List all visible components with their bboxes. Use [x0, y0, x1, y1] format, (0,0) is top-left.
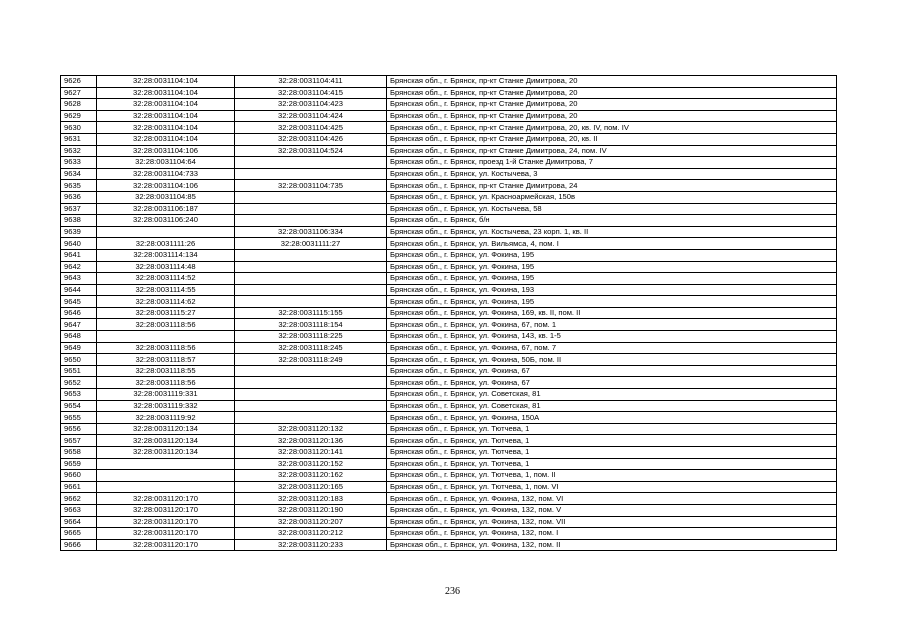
row-number-cell: 9627 [61, 87, 97, 99]
cadastral-number-cell: 32:28:0031114:62 [97, 296, 235, 308]
premises-cadastral-number-cell: 32:28:0031118:225 [235, 331, 387, 343]
address-cell: Брянская обл., г. Брянск, ул. Фокина, 132, пом. V [387, 504, 837, 516]
cadastral-number-cell: 32:28:0031118:57 [97, 354, 235, 366]
premises-cadastral-number-cell: 32:28:0031120:132 [235, 423, 387, 435]
cadastral-number-cell: 32:28:0031104:104 [97, 122, 235, 134]
row-number-cell: 9644 [61, 284, 97, 296]
cadastral-number-cell [97, 331, 235, 343]
premises-cadastral-number-cell [235, 412, 387, 424]
premises-cadastral-number-cell: 32:28:0031120:141 [235, 447, 387, 459]
row-number-cell: 9654 [61, 400, 97, 412]
row-number-cell: 9634 [61, 168, 97, 180]
table-row [61, 470, 837, 482]
row-number-cell: 9661 [61, 481, 97, 493]
cadastral-number-cell: 32:28:0031104:106 [97, 180, 235, 192]
cadastral-number-cell: 32:28:0031114:52 [97, 273, 235, 285]
row-number-cell: 9640 [61, 238, 97, 250]
cadastral-number-cell: 32:28:0031119:332 [97, 400, 235, 412]
row-number-cell: 9648 [61, 331, 97, 343]
premises-cadastral-number-cell [235, 284, 387, 296]
table-row [61, 284, 837, 296]
premises-cadastral-number-cell: 32:28:0031111:27 [235, 238, 387, 250]
premises-cadastral-number-cell: 32:28:0031120:152 [235, 458, 387, 470]
table-row [61, 215, 837, 227]
table-row [61, 331, 837, 343]
address-cell: Брянская обл., г. Брянск, ул. Фокина, 195 [387, 273, 837, 285]
row-number-cell: 9662 [61, 493, 97, 505]
address-cell: Брянская обл., г. Брянск, ул. Тютчева, 1, пом. VI [387, 481, 837, 493]
table-row [61, 261, 837, 273]
table-row [61, 296, 837, 308]
row-number-cell: 9631 [61, 133, 97, 145]
row-number-cell: 9657 [61, 435, 97, 447]
table-row [61, 539, 837, 551]
cadastral-number-cell: 32:28:0031118:56 [97, 319, 235, 331]
premises-cadastral-number-cell: 32:28:0031120:162 [235, 470, 387, 482]
address-cell: Брянская обл., г. Брянск, ул. Тютчева, 1 [387, 447, 837, 459]
premises-cadastral-number-cell: 32:28:0031120:190 [235, 504, 387, 516]
premises-cadastral-number-cell [235, 273, 387, 285]
premises-cadastral-number-cell [235, 365, 387, 377]
premises-cadastral-number-cell [235, 168, 387, 180]
cadastral-number-cell: 32:28:0031104:104 [97, 133, 235, 145]
row-number-cell: 9643 [61, 273, 97, 285]
table-row [61, 238, 837, 250]
cadastral-number-cell: 32:28:0031120:134 [97, 423, 235, 435]
row-number-cell: 9647 [61, 319, 97, 331]
address-cell: Брянская обл., г. Брянск, ул. Фокина, 132, пом. VII [387, 516, 837, 528]
address-cell: Брянская обл., г. Брянск, ул. Тютчева, 1 [387, 423, 837, 435]
row-number-cell: 9658 [61, 447, 97, 459]
table-row [61, 191, 837, 203]
cadastral-number-cell [97, 470, 235, 482]
table-row [61, 377, 837, 389]
table-row [61, 76, 837, 88]
premises-cadastral-number-cell: 32:28:0031118:245 [235, 342, 387, 354]
table-row [61, 273, 837, 285]
table-row [61, 516, 837, 528]
address-cell: Брянская обл., г. Брянск, ул. Костычева, 3 [387, 168, 837, 180]
row-number-cell: 9645 [61, 296, 97, 308]
row-number-cell: 9628 [61, 99, 97, 111]
cadastral-number-cell: 32:28:0031120:170 [97, 493, 235, 505]
premises-cadastral-number-cell: 32:28:0031104:411 [235, 76, 387, 88]
address-cell: Брянская обл., г. Брянск, ул. Тютчева, 1 [387, 435, 837, 447]
table-row [61, 307, 837, 319]
row-number-cell: 9660 [61, 470, 97, 482]
row-number-cell: 9655 [61, 412, 97, 424]
address-cell: Брянская обл., г. Брянск, ул. Фокина, 195 [387, 261, 837, 273]
row-number-cell: 9650 [61, 354, 97, 366]
premises-cadastral-number-cell: 32:28:0031120:207 [235, 516, 387, 528]
address-cell: Брянская обл., г. Брянск, ул. Фокина, 67 [387, 365, 837, 377]
table-row [61, 133, 837, 145]
cadastral-number-cell: 32:28:0031106:187 [97, 203, 235, 215]
row-number-cell: 9664 [61, 516, 97, 528]
cadastral-number-cell: 32:28:0031118:56 [97, 377, 235, 389]
row-number-cell: 9638 [61, 215, 97, 227]
property-registry-table [60, 75, 837, 551]
premises-cadastral-number-cell [235, 389, 387, 401]
cadastral-number-cell: 32:28:0031119:92 [97, 412, 235, 424]
cadastral-number-cell: 32:28:0031111:26 [97, 238, 235, 250]
address-cell: Брянская обл., г. Брянск, ул. Фокина, 169, кв. II, пом. II [387, 307, 837, 319]
cadastral-number-cell: 32:28:0031104:85 [97, 191, 235, 203]
address-cell: Брянская обл., г. Брянск, пр-кт Станке Димитрова, 20, кв. II [387, 133, 837, 145]
row-number-cell: 9636 [61, 191, 97, 203]
table-row [61, 180, 837, 192]
address-cell: Брянская обл., г. Брянск, ул. Фокина, 50Б, пом. II [387, 354, 837, 366]
row-number-cell: 9651 [61, 365, 97, 377]
table-row [61, 354, 837, 366]
cadastral-number-cell: 32:28:0031120:134 [97, 435, 235, 447]
table-row [61, 99, 837, 111]
premises-cadastral-number-cell: 32:28:0031106:334 [235, 226, 387, 238]
table-row [61, 157, 837, 169]
address-cell: Брянская обл., г. Брянск, ул. Советская, 81 [387, 389, 837, 401]
premises-cadastral-number-cell: 32:28:0031120:212 [235, 528, 387, 540]
cadastral-number-cell: 32:28:0031115:27 [97, 307, 235, 319]
address-cell: Брянская обл., г. Брянск, ул. Фокина, 67 [387, 377, 837, 389]
table-row [61, 249, 837, 261]
table-row [61, 122, 837, 134]
address-cell: Брянская обл., г. Брянск, проезд 1-й Станке Димитрова, 7 [387, 157, 837, 169]
premises-cadastral-number-cell: 32:28:0031104:424 [235, 110, 387, 122]
address-cell: Брянская обл., г. Брянск, ул. Фокина, 132, пом. VI [387, 493, 837, 505]
address-cell: Брянская обл., г. Брянск, ул. Фокина, 195 [387, 296, 837, 308]
table-row [61, 481, 837, 493]
row-number-cell: 9639 [61, 226, 97, 238]
premises-cadastral-number-cell: 32:28:0031120:165 [235, 481, 387, 493]
address-cell: Брянская обл., г. Брянск, ул. Тютчева, 1, пом. II [387, 470, 837, 482]
address-cell: Брянская обл., г. Брянск, ул. Фокина, 67, пом. 1 [387, 319, 837, 331]
row-number-cell: 9626 [61, 76, 97, 88]
table-row [61, 458, 837, 470]
cadastral-number-cell: 32:28:0031120:170 [97, 528, 235, 540]
cadastral-number-cell: 32:28:0031118:56 [97, 342, 235, 354]
row-number-cell: 9646 [61, 307, 97, 319]
premises-cadastral-number-cell [235, 261, 387, 273]
cadastral-number-cell: 32:28:0031114:48 [97, 261, 235, 273]
address-cell: Брянская обл., г. Брянск, ул. Советская, 81 [387, 400, 837, 412]
table-row [61, 447, 837, 459]
address-cell: Брянская обл., г. Брянск, ул. Костычева, 58 [387, 203, 837, 215]
premises-cadastral-number-cell: 32:28:0031115:155 [235, 307, 387, 319]
table-row [61, 365, 837, 377]
address-cell: Брянская обл., г. Брянск, ул. Тютчева, 1 [387, 458, 837, 470]
address-cell: Брянская обл., г. Брянск, ул. Фокина, 195 [387, 249, 837, 261]
address-cell: Брянская обл., г. Брянск, б/н [387, 215, 837, 227]
address-cell: Брянская обл., г. Брянск, пр-кт Станке Димитрова, 20 [387, 110, 837, 122]
address-cell: Брянская обл., г. Брянск, ул. Фокина, 132, пом. II [387, 539, 837, 551]
page-number: 236 [445, 586, 460, 597]
premises-cadastral-number-cell: 32:28:0031104:735 [235, 180, 387, 192]
cadastral-number-cell: 32:28:0031104:64 [97, 157, 235, 169]
address-cell: Брянская обл., г. Брянск, ул. Фокина, 132, пом. I [387, 528, 837, 540]
row-number-cell: 9649 [61, 342, 97, 354]
address-cell: Брянская обл., г. Брянск, пр-кт Станке Димитрова, 20 [387, 99, 837, 111]
cadastral-number-cell: 32:28:0031120:170 [97, 516, 235, 528]
cadastral-number-cell [97, 458, 235, 470]
address-cell: Брянская обл., г. Брянск, ул. Фокина, 193 [387, 284, 837, 296]
premises-cadastral-number-cell [235, 377, 387, 389]
cadastral-number-cell: 32:28:0031104:106 [97, 145, 235, 157]
table-row [61, 400, 837, 412]
cadastral-number-cell [97, 226, 235, 238]
premises-cadastral-number-cell: 32:28:0031118:249 [235, 354, 387, 366]
row-number-cell: 9629 [61, 110, 97, 122]
premises-cadastral-number-cell [235, 249, 387, 261]
address-cell: Брянская обл., г. Брянск, ул. Фокина, 67, пом. 7 [387, 342, 837, 354]
cadastral-number-cell: 32:28:0031114:134 [97, 249, 235, 261]
row-number-cell: 9637 [61, 203, 97, 215]
cadastral-number-cell: 32:28:0031104:733 [97, 168, 235, 180]
address-cell: Брянская обл., г. Брянск, пр-кт Станке Димитрова, 20 [387, 87, 837, 99]
cadastral-number-cell: 32:28:0031104:104 [97, 76, 235, 88]
row-number-cell: 9642 [61, 261, 97, 273]
table-row [61, 226, 837, 238]
premises-cadastral-number-cell [235, 296, 387, 308]
table-row [61, 412, 837, 424]
row-number-cell: 9632 [61, 145, 97, 157]
cadastral-number-cell: 32:28:0031114:55 [97, 284, 235, 296]
premises-cadastral-number-cell [235, 400, 387, 412]
address-cell: Брянская обл., г. Брянск, пр-кт Станке Димитрова, 20, кв. IV, пом. IV [387, 122, 837, 134]
table-row [61, 504, 837, 516]
table-row [61, 319, 837, 331]
address-cell: Брянская обл., г. Брянск, ул. Костычева, 23 корп. 1, кв. II [387, 226, 837, 238]
table-row [61, 168, 837, 180]
premises-cadastral-number-cell: 32:28:0031104:426 [235, 133, 387, 145]
address-cell: Брянская обл., г. Брянск, ул. Фокина, 143, кв. 1-5 [387, 331, 837, 343]
row-number-cell: 9653 [61, 389, 97, 401]
cadastral-number-cell: 32:28:0031104:104 [97, 87, 235, 99]
row-number-cell: 9641 [61, 249, 97, 261]
row-number-cell: 9635 [61, 180, 97, 192]
premises-cadastral-number-cell: 32:28:0031118:154 [235, 319, 387, 331]
premises-cadastral-number-cell [235, 215, 387, 227]
address-cell: Брянская обл., г. Брянск, пр-кт Станке Димитрова, 24, пом. IV [387, 145, 837, 157]
cadastral-number-cell: 32:28:0031119:331 [97, 389, 235, 401]
cadastral-number-cell: 32:28:0031120:134 [97, 447, 235, 459]
table-row [61, 87, 837, 99]
address-cell: Брянская обл., г. Брянск, пр-кт Станке Димитрова, 20 [387, 76, 837, 88]
table-row [61, 203, 837, 215]
address-cell: Брянская обл., г. Брянск, ул. Красноармейская, 150в [387, 191, 837, 203]
premises-cadastral-number-cell [235, 157, 387, 169]
cadastral-number-cell: 32:28:0031120:170 [97, 539, 235, 551]
premises-cadastral-number-cell: 32:28:0031120:136 [235, 435, 387, 447]
premises-cadastral-number-cell: 32:28:0031104:423 [235, 99, 387, 111]
table-row [61, 389, 837, 401]
row-number-cell: 9656 [61, 423, 97, 435]
address-cell: Брянская обл., г. Брянск, пр-кт Станке Димитрова, 24 [387, 180, 837, 192]
address-cell: Брянская обл., г. Брянск, ул. Вильямса, 4, пом. I [387, 238, 837, 250]
cadastral-number-cell [97, 481, 235, 493]
cadastral-number-cell: 32:28:0031104:104 [97, 99, 235, 111]
row-number-cell: 9666 [61, 539, 97, 551]
address-cell: Брянская обл., г. Брянск, ул. Фокина, 150А [387, 412, 837, 424]
row-number-cell: 9665 [61, 528, 97, 540]
premises-cadastral-number-cell: 32:28:0031104:415 [235, 87, 387, 99]
cadastral-number-cell: 32:28:0031104:104 [97, 110, 235, 122]
premises-cadastral-number-cell: 32:28:0031104:524 [235, 145, 387, 157]
table-row [61, 435, 837, 447]
cadastral-number-cell: 32:28:0031106:240 [97, 215, 235, 227]
premises-cadastral-number-cell: 32:28:0031120:233 [235, 539, 387, 551]
row-number-cell: 9663 [61, 504, 97, 516]
premises-cadastral-number-cell [235, 203, 387, 215]
row-number-cell: 9630 [61, 122, 97, 134]
cadastral-number-cell: 32:28:0031120:170 [97, 504, 235, 516]
table-row [61, 342, 837, 354]
table-body [61, 76, 837, 551]
table-row [61, 423, 837, 435]
cadastral-number-cell: 32:28:0031118:55 [97, 365, 235, 377]
premises-cadastral-number-cell: 32:28:0031104:425 [235, 122, 387, 134]
row-number-cell: 9659 [61, 458, 97, 470]
table-row [61, 528, 837, 540]
table-row [61, 110, 837, 122]
table-row [61, 145, 837, 157]
row-number-cell: 9652 [61, 377, 97, 389]
row-number-cell: 9633 [61, 157, 97, 169]
premises-cadastral-number-cell: 32:28:0031120:183 [235, 493, 387, 505]
premises-cadastral-number-cell [235, 191, 387, 203]
table-row [61, 493, 837, 505]
